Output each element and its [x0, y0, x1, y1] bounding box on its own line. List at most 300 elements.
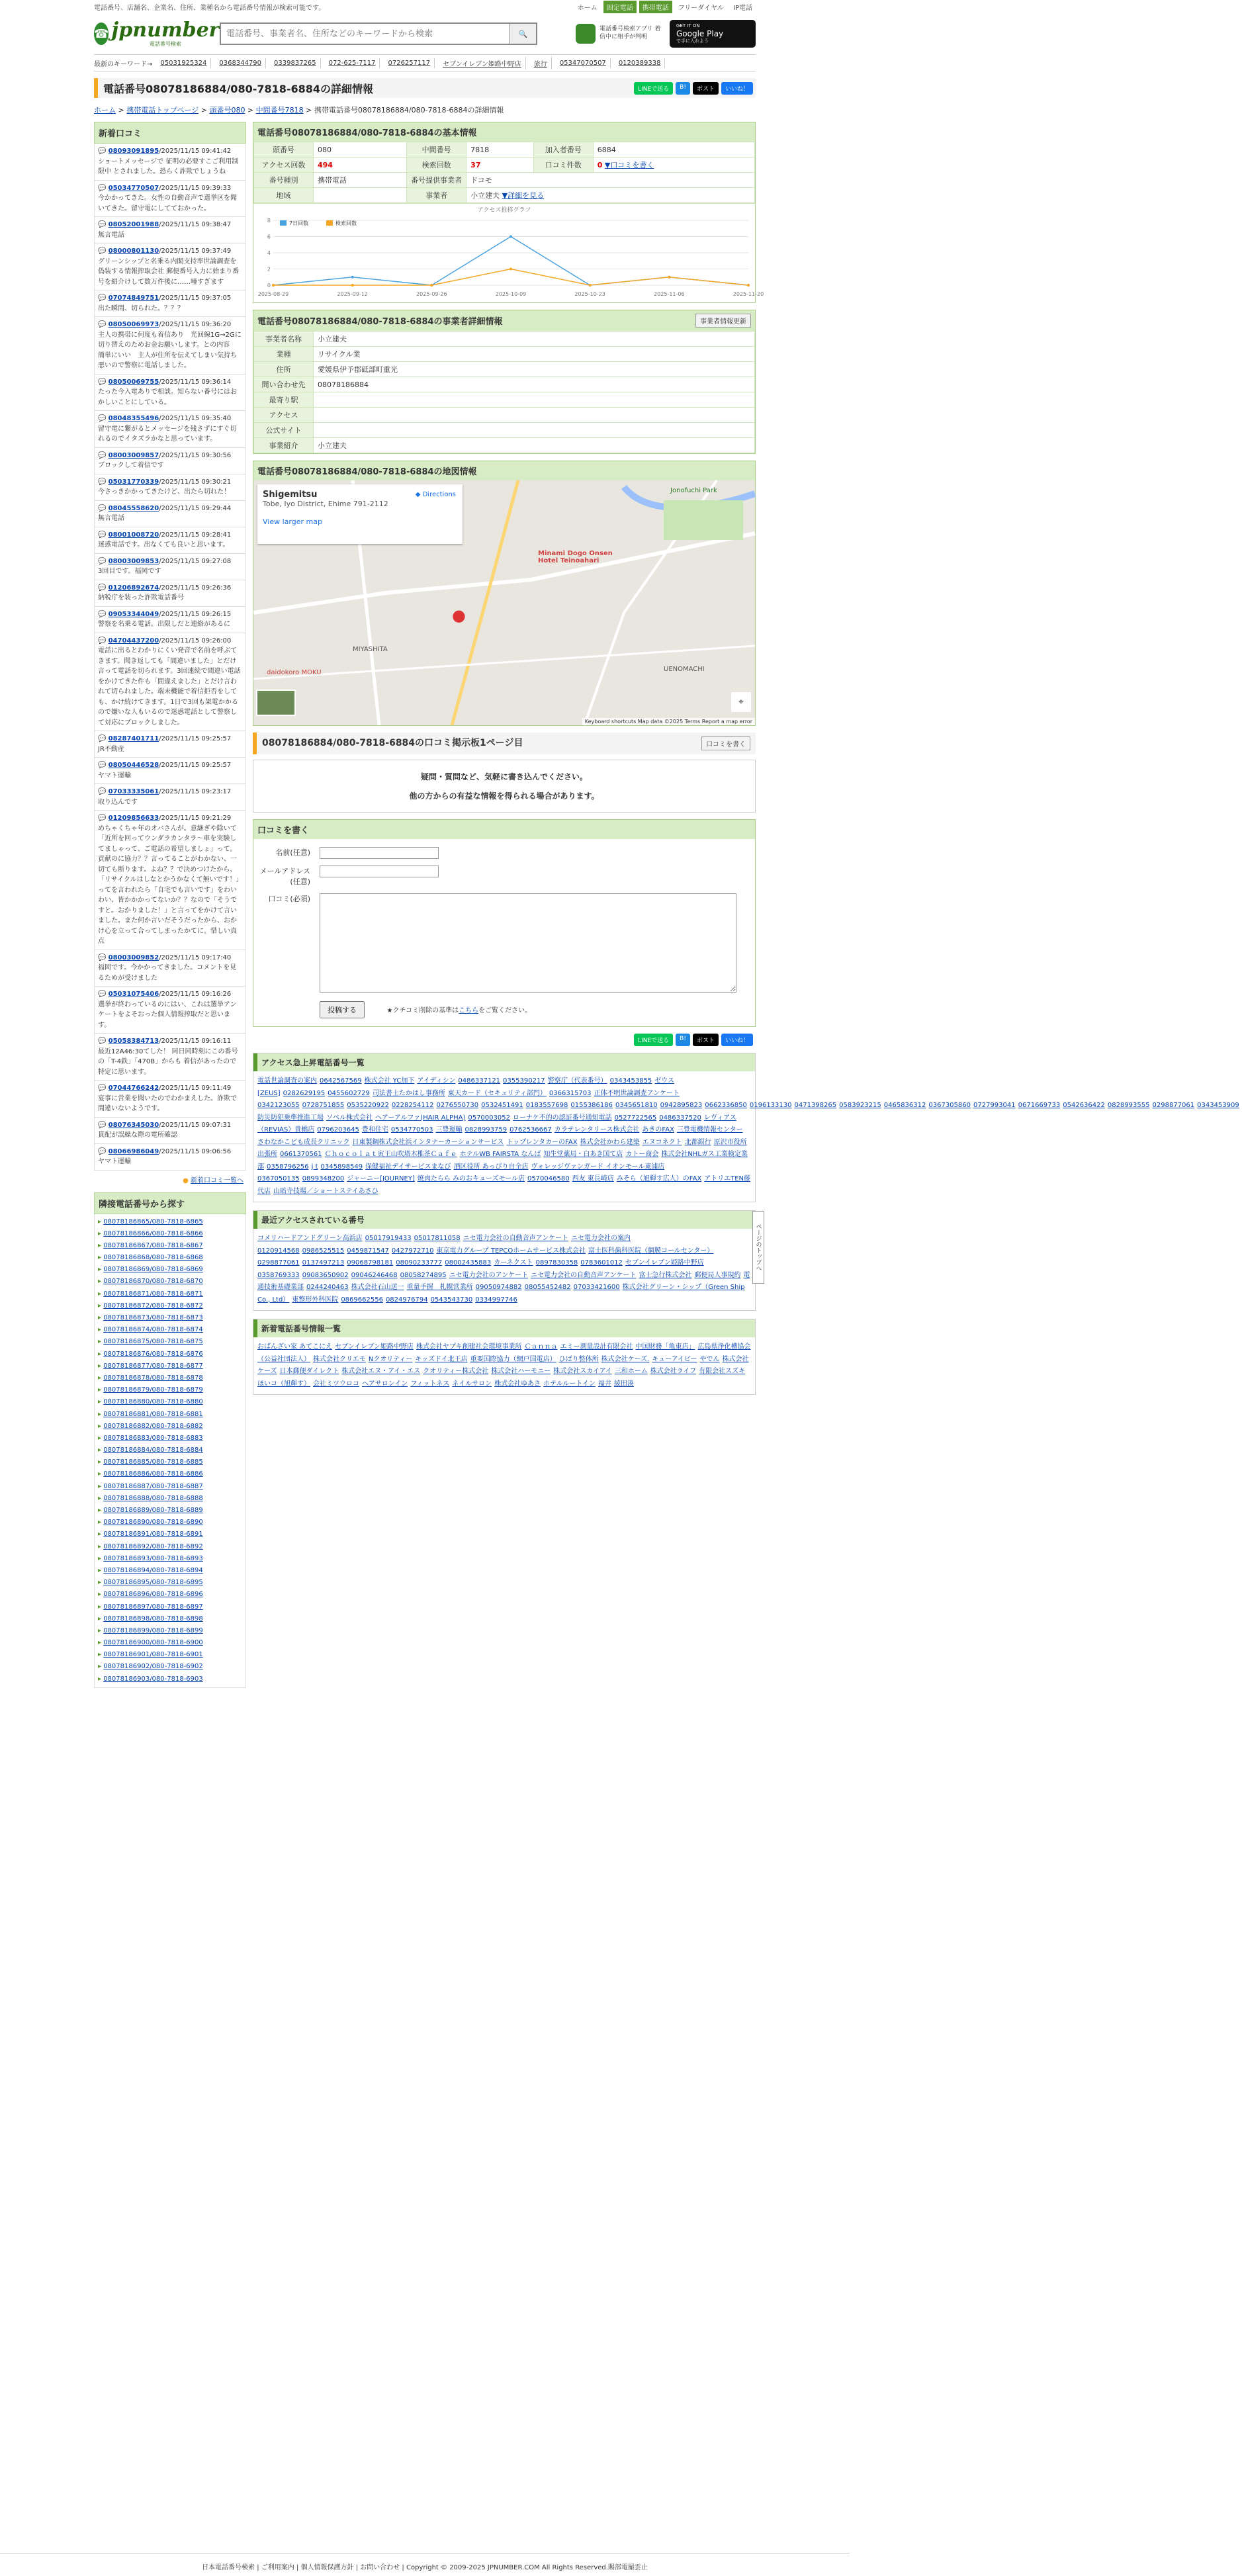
list-link[interactable]: ひばり整体所	[558, 1355, 599, 1363]
facebook-like-button[interactable]: いいね！	[721, 1034, 753, 1046]
list-link[interactable]: 保健福祉デイサービスまなび	[365, 1163, 451, 1171]
directions-icon: ◆	[415, 491, 421, 498]
list-link[interactable]: 08002435883	[445, 1259, 492, 1266]
list-link[interactable]: 株式会社ハーモニー	[491, 1368, 551, 1375]
breadcrumb-mobile[interactable]: 携帯電話トップページ	[126, 106, 199, 114]
list-link[interactable]: 豊和住宅	[361, 1126, 388, 1133]
near-number-link[interactable]: 08078186896/080-7818-6896	[103, 1591, 203, 1599]
list-link[interactable]: 0986525515	[302, 1247, 345, 1255]
hatena-button[interactable]: B!	[676, 1034, 690, 1046]
list-link[interactable]: 0455602729	[328, 1089, 370, 1097]
list-link[interactable]: 0897830358	[535, 1259, 578, 1266]
table-row	[254, 332, 755, 347]
review-number-link[interactable]: 07033335061	[108, 788, 159, 795]
review-number-link[interactable]: 08003009852	[108, 954, 159, 961]
near-number-link[interactable]: 08078186875/080-7818-6875	[103, 1338, 203, 1346]
chat-icon: 💬	[98, 1147, 109, 1155]
list-link[interactable]: 0244240463	[306, 1284, 349, 1291]
list-link[interactable]: ヴォレッジヴァンガード イオンモール東浦店	[531, 1163, 665, 1171]
see-details-link[interactable]: ▼詳細を見る	[502, 191, 545, 200]
list-link[interactable]: 株式会社 YC加下	[364, 1077, 415, 1085]
review-number-link[interactable]: 08076345030	[108, 1121, 159, 1129]
review-number-link[interactable]: 01206892674	[108, 584, 159, 592]
near-number-link[interactable]: 08078186895/080-7818-6895	[103, 1579, 203, 1587]
review-date: /2025/11/15 09:30:56	[159, 451, 232, 459]
review-head	[98, 530, 242, 541]
map-view[interactable]	[253, 480, 755, 725]
list-link[interactable]: 福井	[598, 1380, 611, 1388]
list-link[interactable]: ソベル株式会社	[326, 1114, 373, 1122]
list-link[interactable]: 0366315703	[549, 1089, 592, 1097]
list-link[interactable]: 0543543730	[430, 1296, 473, 1304]
list-link[interactable]: 焼肉たらら みのおキューズモール店	[417, 1175, 525, 1182]
list-link[interactable]: 0671669733	[1018, 1102, 1061, 1109]
list-link[interactable]: 0298877061	[1152, 1102, 1195, 1109]
list-link[interactable]: 0570003052	[468, 1114, 510, 1122]
search-icon: 🔍	[518, 29, 528, 38]
list-link[interactable]: 北都銀行	[684, 1138, 711, 1146]
list-link[interactable]: 東京電力グループ TEPCOホームサービス株式会社	[436, 1247, 586, 1255]
review-date: /2025/11/15 09:37:49	[159, 247, 232, 255]
list-link[interactable]: ヘアーアルファ(HAIR ALPHA)	[375, 1114, 466, 1122]
list-link[interactable]: 会社ミツウロコ	[313, 1380, 359, 1388]
list-link[interactable]: 東天カード（セキュリティ部門）	[447, 1089, 547, 1097]
list-link[interactable]: 0345898549	[320, 1163, 363, 1171]
list-link[interactable]: 0727993041	[973, 1102, 1016, 1109]
list-link[interactable]: 05017811058	[414, 1235, 461, 1242]
list-link[interactable]: 08090233777	[396, 1259, 443, 1266]
near-number-link[interactable]: 08078186868/080-7818-6868	[103, 1254, 203, 1262]
list-link[interactable]: 株式会社NHLガス工業検定業部	[257, 1151, 748, 1171]
list-link[interactable]: ゼウス[ZEUS]	[257, 1077, 674, 1097]
directions-link[interactable]	[416, 491, 456, 498]
list-link[interactable]: 有限会社スズキ	[699, 1368, 746, 1375]
list-link[interactable]: 0228254112	[391, 1102, 434, 1109]
list-link[interactable]: ニセ電力会社の案内	[571, 1235, 631, 1242]
list-link[interactable]: 0196133130	[749, 1102, 792, 1109]
list-link[interactable]: 0345651810	[615, 1102, 658, 1109]
bullet-icon: ▸	[98, 1615, 104, 1622]
cell-key: アクセス回数	[254, 157, 314, 173]
near-number-link[interactable]: 08078186882/080-7818-6882	[103, 1422, 203, 1430]
list-link[interactable]: 0728751855	[302, 1102, 345, 1109]
review-number-link[interactable]: 05031075406	[108, 991, 159, 998]
list-link[interactable]: Nクオリティー	[368, 1355, 413, 1363]
list-link[interactable]: 重要国際協力（網戸国電店）	[470, 1355, 556, 1363]
list-link[interactable]: ホテルWB FAIRSTA なんば	[459, 1151, 541, 1158]
data-point	[272, 284, 275, 287]
search-input[interactable]	[221, 24, 510, 44]
near-number-link[interactable]: 08078186885/080-7818-6885	[103, 1458, 203, 1466]
near-number-link[interactable]: 08078186890/080-7818-6890	[103, 1519, 203, 1527]
near-number-link[interactable]: 08078186867/080-7818-6867	[103, 1241, 203, 1249]
list-link[interactable]: 郵便局人事規約	[694, 1271, 741, 1279]
list-link[interactable]: 重量手握 札幌営業所	[406, 1284, 473, 1291]
list-link[interactable]: 0343453855	[609, 1077, 652, 1085]
chat-icon: 💬	[98, 1121, 109, 1129]
list-link[interactable]: j t	[311, 1163, 318, 1171]
near-number-link[interactable]: 08078186883/080-7818-6883	[103, 1434, 203, 1442]
keyword[interactable]: 05031925324	[156, 58, 211, 68]
app-promo[interactable]	[576, 20, 756, 47]
breadcrumb-prefix[interactable]: 頭番号080	[209, 106, 245, 114]
list-link[interactable]: Ｃａｎｎａ	[524, 1343, 558, 1351]
list-link[interactable]: あきのFAX	[642, 1126, 674, 1133]
review-date: /2025/11/15 09:36:20	[159, 321, 232, 328]
near-number-link[interactable]: 08078186899/080-7818-6899	[103, 1626, 203, 1634]
near-number-link[interactable]: 08078186878/080-7818-6878	[103, 1374, 203, 1382]
list-link[interactable]: 0542636422	[1063, 1102, 1105, 1109]
list-link[interactable]: 株式会社エヌ・アイ・エス	[341, 1368, 421, 1375]
list-link[interactable]: 0282629195	[283, 1089, 326, 1097]
list-link[interactable]: 株式会社ゆあさ	[494, 1380, 541, 1388]
list-link[interactable]: さわなかこども成長クリニック	[257, 1138, 350, 1146]
review-number-link[interactable]: 09053344049	[108, 610, 159, 618]
list-link[interactable]: 0355390217	[503, 1077, 545, 1085]
near-number-link[interactable]: 08078186893/080-7818-6893	[103, 1554, 203, 1562]
near-number-link[interactable]: 08078186869/080-7818-6869	[103, 1266, 203, 1274]
list-link[interactable]: 0298877061	[257, 1259, 300, 1266]
list-link[interactable]: 三豊運輸	[435, 1126, 463, 1133]
list-link[interactable]: ローナケ不的の認証番号通知電話	[512, 1114, 612, 1122]
review-number-link[interactable]: 07044766242	[108, 1085, 159, 1092]
near-number-link[interactable]: 08078186876/080-7818-6876	[103, 1350, 203, 1358]
review-number-link[interactable]: 05034770507	[108, 184, 159, 192]
list-link[interactable]: 株式会社ケーズ.	[601, 1355, 650, 1363]
list-link[interactable]: ニセ電力会社のアンケート	[449, 1271, 529, 1279]
list-link[interactable]: 0137497213	[302, 1259, 345, 1266]
hatena-button[interactable]: B!	[676, 82, 690, 95]
list-link[interactable]: 株式会社クリエモ	[313, 1355, 366, 1363]
nav-home[interactable]: ホーム	[577, 4, 598, 12]
name-field[interactable]	[320, 847, 439, 859]
list-link[interactable]: 知生堂薬局・白あき国て店	[543, 1151, 623, 1158]
email-field[interactable]	[320, 866, 439, 877]
review-number-link[interactable]: 08050069973	[108, 321, 159, 328]
list-link[interactable]: 警察庁（代表番号）	[547, 1077, 607, 1085]
line-share-button[interactable]: LINEで送る	[634, 1034, 673, 1046]
list-link[interactable]: コメリハードアンドグリーン高浜店	[257, 1235, 363, 1242]
list-link[interactable]: 0183557698	[525, 1102, 568, 1109]
list-link[interactable]: セブンイレブン姫路中野店	[625, 1259, 704, 1266]
list-link[interactable]: 0276550730	[436, 1102, 479, 1109]
keyword[interactable]: 0339837265	[270, 58, 321, 68]
near-number-link[interactable]: 08078186866/080-7818-6866	[103, 1229, 203, 1237]
review-number-link[interactable]: 08003009853	[108, 557, 159, 565]
list-link[interactable]: 0486337520	[659, 1114, 701, 1122]
list-link[interactable]: 0532451491	[481, 1102, 523, 1109]
list-link[interactable]: カーネクスト	[494, 1259, 533, 1266]
list-link[interactable]: 防災防犯乗準推進工場	[257, 1114, 324, 1122]
list-link[interactable]: 株式会社ライフ	[650, 1368, 697, 1375]
more-reviews-link[interactable]	[94, 1171, 246, 1188]
list-link[interactable]: 0367305860	[928, 1102, 971, 1109]
list-link[interactable]: 0570046580	[527, 1175, 570, 1182]
list-link[interactable]: 0583923215	[839, 1102, 881, 1109]
review-number-link[interactable]: 07074849751	[108, 294, 159, 302]
review-number-link[interactable]: 08093091895	[108, 148, 159, 155]
write-review-link[interactable]: ▼口コミを書く	[604, 161, 654, 169]
list-link[interactable]: ほいコ（旭輝す）	[257, 1380, 310, 1388]
list-link[interactable]: 0342123055	[257, 1102, 300, 1109]
list-link[interactable]: アトリエTEN藤代店	[257, 1175, 751, 1195]
list-link[interactable]: 0343453909	[1197, 1102, 1239, 1109]
list-link[interactable]: クオリティー株式会社	[423, 1368, 489, 1375]
near-number-link[interactable]: 08078186894/080-7818-6894	[103, 1566, 203, 1574]
near-number-link[interactable]: 08078186874/080-7818-6874	[103, 1326, 203, 1334]
keyword[interactable]: セブンイレブン姫路中野店	[439, 57, 526, 69]
locate-icon[interactable]: ⌖	[731, 692, 751, 712]
list-link[interactable]: エミー測量設計有限会社	[560, 1343, 633, 1351]
list-link[interactable]: おばんざい家 あてこにえ	[257, 1343, 333, 1351]
review-number-link[interactable]: 08052001988	[108, 221, 159, 228]
list-link[interactable]: 0942895823	[660, 1102, 703, 1109]
near-number-link[interactable]: 08078186879/080-7818-6879	[103, 1386, 203, 1394]
near-number-link[interactable]: 08078186884/080-7818-6884	[103, 1446, 203, 1454]
review-date: /2025/11/15 09:26:15	[159, 610, 232, 618]
list-link[interactable]: 0535220922	[347, 1102, 389, 1109]
list-link[interactable]: 正体不明世論調査アンケート	[594, 1089, 680, 1097]
facebook-like-button[interactable]: いいね！	[721, 82, 753, 95]
list-link[interactable]: 0899348200	[302, 1175, 345, 1182]
review-number-link[interactable]: 05058384713	[108, 1038, 159, 1045]
near-number-link[interactable]: 08078186888/080-7818-6888	[103, 1494, 203, 1502]
review-number-link[interactable]: 08045558620	[108, 504, 159, 512]
list-link[interactable]: 09083650902	[302, 1271, 349, 1279]
near-number-link[interactable]: 08078186901/080-7818-6901	[103, 1651, 203, 1659]
y-tick-label: 4	[267, 250, 271, 256]
list-link[interactable]: 0828993759	[465, 1126, 508, 1133]
keyword[interactable]: 05347070507	[556, 58, 611, 68]
list-link[interactable]: 司法書士たかはし事務所	[372, 1089, 445, 1097]
list-link[interactable]: カトー商会	[625, 1151, 659, 1158]
review-head	[98, 220, 242, 230]
list-link[interactable]: 0486337121	[458, 1077, 501, 1085]
near-number-link[interactable]: 08078186898/080-7818-6898	[103, 1615, 203, 1622]
list-link[interactable]: 0459871547	[347, 1247, 389, 1255]
list-link[interactable]: 08058274895	[400, 1271, 447, 1279]
update-biz-button[interactable]: 事業者情報更新	[695, 314, 751, 328]
list-link[interactable]: ジャーニー[JOURNEY]	[347, 1175, 415, 1182]
list-link[interactable]: 05017919433	[365, 1235, 412, 1242]
list-link[interactable]: 09068798181	[347, 1259, 394, 1266]
nav-ip[interactable]: IP電話	[733, 4, 752, 12]
comment-textarea[interactable]	[320, 893, 736, 993]
list-link[interactable]: 原沢市役所出張所	[257, 1138, 747, 1158]
list-link[interactable]: フィットネス	[410, 1380, 450, 1388]
list-link[interactable]: 09050974882	[475, 1284, 522, 1291]
table-row	[254, 188, 755, 203]
list-link[interactable]: 0783601012	[580, 1259, 623, 1266]
review-number-link[interactable]: 08050446528	[108, 762, 159, 769]
review-number-link[interactable]: 08001008720	[108, 531, 159, 539]
list-link[interactable]: アイディシン	[417, 1077, 456, 1085]
list-link[interactable]: 09046246468	[351, 1271, 398, 1279]
list-link[interactable]: トップレンタカーのFAX	[506, 1138, 578, 1146]
near-number-link[interactable]: 08078186877/080-7818-6877	[103, 1362, 203, 1370]
list-item	[98, 1240, 242, 1252]
list-link[interactable]: 株式会社グリーン・シップ（Green Ship Co., Ltd）	[257, 1284, 745, 1304]
review-text: 出た瞬間、切られた。？？？	[98, 304, 184, 312]
list-link[interactable]: カラテレンタリース株式会社	[554, 1126, 640, 1133]
map-pin-icon: ●	[452, 606, 466, 625]
list-link[interactable]: 電話世論調査の案内	[257, 1077, 317, 1085]
near-number-link[interactable]: 08078186892/080-7818-6892	[103, 1542, 203, 1550]
list-link[interactable]: 三豊電機情報センター	[676, 1126, 743, 1133]
list-link[interactable]: 0869662556	[341, 1296, 383, 1304]
review-number-link[interactable]: 08048355496	[108, 415, 159, 422]
list-link[interactable]: 0762536667	[510, 1126, 552, 1133]
keyword[interactable]: 旅行	[530, 57, 552, 69]
near-number-link[interactable]: 08078186870/080-7818-6870	[103, 1278, 203, 1286]
list-link[interactable]: 0358796256	[267, 1163, 309, 1171]
keyword[interactable]: 072-625-7117	[325, 58, 380, 68]
basic-info-table	[253, 142, 755, 203]
list-link[interactable]: 中国財務「亀東店」	[635, 1343, 695, 1351]
list-link[interactable]: 山暗寺技場／ショートステイあさひ	[273, 1187, 378, 1195]
nav-freedial[interactable]: フリーダイヤル	[678, 4, 725, 12]
page-top-button[interactable]: ページのトップへ	[752, 1211, 764, 1284]
search-button[interactable]	[510, 24, 536, 44]
list-item	[98, 1553, 242, 1565]
list-link[interactable]: 0527722565	[614, 1114, 657, 1122]
list-link[interactable]: 0465836312	[883, 1102, 926, 1109]
list-link[interactable]: ネイルサロン	[452, 1380, 492, 1388]
list-link[interactable]: ニセ電力会社の自動音声アンケート	[531, 1271, 637, 1279]
delete-policy-link[interactable]: こちら	[459, 1007, 479, 1014]
breadcrumb-home[interactable]: ホーム	[94, 106, 116, 114]
list-link[interactable]: 08055452482	[524, 1284, 571, 1291]
list-link[interactable]: ホテルルートイン	[543, 1380, 596, 1388]
bullet-icon: ▸	[98, 1314, 104, 1321]
x-post-button[interactable]: ポスト	[693, 1034, 719, 1046]
keyword[interactable]: 0120389338	[615, 58, 666, 68]
google-play-badge[interactable]	[670, 20, 756, 47]
list-link[interactable]: 酒区役所 あっぴり自全店	[453, 1163, 529, 1171]
review-number-link[interactable]: 08287401711	[108, 735, 159, 742]
list-link[interactable]: ヘアサロンイン	[362, 1380, 408, 1388]
list-link[interactable]: 0427972710	[391, 1247, 434, 1255]
mail-label: メールアドレス(任意)	[259, 867, 310, 886]
bullet-icon: ▸	[98, 1398, 104, 1406]
submit-button[interactable]: 投稿する	[320, 1001, 365, 1018]
list-link[interactable]: 0534770503	[390, 1126, 433, 1133]
list-link[interactable]: やでん	[699, 1355, 720, 1363]
list-link[interactable]: 三和ホーム	[614, 1368, 648, 1375]
list-link[interactable]: レヴィアス（REVIAS）貴橋店	[257, 1114, 736, 1133]
near-number-link[interactable]: 08078186889/080-7818-6889	[103, 1507, 203, 1514]
more-reviews-label[interactable]: 新着口コミ一覧へ	[191, 1177, 244, 1184]
list-link[interactable]: みそら（旭輝す広人）のFAX	[616, 1175, 702, 1182]
list-item	[94, 758, 246, 784]
near-number-link[interactable]: 08078186873/080-7818-6873	[103, 1314, 203, 1321]
near-number-link[interactable]: 08078186903/080-7818-6903	[103, 1675, 203, 1683]
list-link[interactable]: Ｃｈｏｃｏｌａｔ寅王山吹塔木椎茶Ｃａｆｅ	[324, 1151, 457, 1158]
list-link[interactable]: 日本郵便ダイレクト	[279, 1368, 339, 1375]
near-number-link[interactable]: 08078186887/080-7818-6887	[103, 1482, 203, 1490]
list-link[interactable]: 07033421600	[573, 1284, 620, 1291]
write-review-button[interactable]: 口コミを書く	[701, 736, 750, 750]
list-link[interactable]: 0824976794	[385, 1296, 428, 1304]
list-link[interactable]: 株式会社ヤプキ創建社会環境事業所	[416, 1343, 522, 1351]
list-link[interactable]: 電通技術基礎業部	[257, 1271, 750, 1291]
satellite-thumbnail[interactable]	[256, 689, 296, 716]
line-share-button[interactable]: LINEで送る	[634, 82, 673, 95]
list-link[interactable]: 富士急行株式会社	[639, 1271, 692, 1279]
breadcrumb-middle[interactable]: 中間番号7818	[255, 106, 304, 114]
list-link[interactable]: 0662336850	[705, 1102, 747, 1109]
near-number-link[interactable]: 08078186886/080-7818-6886	[103, 1470, 203, 1478]
keyword[interactable]: 0726257117	[384, 58, 435, 68]
larger-map-link[interactable]: View larger map	[263, 517, 322, 526]
near-number-link[interactable]: 08078186891/080-7818-6891	[103, 1531, 203, 1538]
list-link[interactable]: 東整形外科医院	[292, 1296, 339, 1304]
list-link[interactable]: 富士医科歯科医院（網膜コールセンター）	[588, 1247, 714, 1255]
nav-mobile[interactable]: 携帯電話	[639, 1, 672, 13]
list-link[interactable]: 株式会社かわら建築	[580, 1138, 640, 1146]
list-link[interactable]: 0642567569	[320, 1077, 362, 1085]
list-link[interactable]: 綾田湊	[613, 1380, 634, 1388]
nav-landline[interactable]: 固定電話	[603, 1, 637, 13]
review-number-link[interactable]: 05031770339	[108, 478, 159, 486]
near-number-link[interactable]: 08078186900/080-7818-6900	[103, 1639, 203, 1647]
review-number-link[interactable]: 08003009857	[108, 451, 159, 459]
form-row	[255, 863, 740, 889]
keyword[interactable]: 0368344790	[215, 58, 266, 68]
review-number-link[interactable]: 04704437200	[108, 637, 159, 644]
near-number-link[interactable]: 08078186871/080-7818-6871	[103, 1290, 203, 1298]
list-link[interactable]: 株式会社スカイアイ	[553, 1368, 612, 1375]
list-link[interactable]: キッズドイ北王店	[415, 1355, 468, 1363]
list-link[interactable]: 株式会社ケーズ	[257, 1355, 749, 1375]
review-number-link[interactable]: 08066986049	[108, 1147, 159, 1155]
x-tick-label: 2025-10-23	[574, 291, 605, 297]
list-link[interactable]: セブンイレブン姫路中野店	[335, 1343, 414, 1351]
list-link[interactable]: ニセ電力会社の自動音声アンケート	[463, 1235, 569, 1242]
bullet-icon: ▸	[98, 1290, 104, 1298]
near-number-link[interactable]: 08078186872/080-7818-6872	[103, 1302, 203, 1310]
list-link[interactable]: 西友 東長崎店	[572, 1175, 614, 1182]
review-number-link[interactable]: 08000801130	[108, 247, 159, 255]
list-link[interactable]: 0155386186	[570, 1102, 613, 1109]
review-number-link[interactable]: 01209856633	[108, 815, 159, 822]
list-link[interactable]: 日東製鋼株式会社浜インタナーカーションサービス	[352, 1138, 504, 1146]
list-link[interactable]: キューアイビー	[652, 1355, 697, 1363]
list-link[interactable]: 0796203645	[317, 1126, 359, 1133]
list-link[interactable]: 0828993555	[1107, 1102, 1150, 1109]
near-number-link[interactable]: 08078186880/080-7818-6880	[103, 1398, 203, 1406]
list-link[interactable]: 0367050135	[257, 1175, 300, 1182]
x-post-button[interactable]: ポスト	[693, 82, 719, 95]
list-link[interactable]: 広島県浄化槽協会（公益社団法人）	[257, 1343, 751, 1363]
list-link[interactable]: 0120914568	[257, 1247, 300, 1255]
list-link[interactable]: 株式会社石山送一	[351, 1284, 404, 1291]
share-buttons-bottom	[253, 1034, 756, 1046]
list-link[interactable]: エヌコネクト	[642, 1138, 682, 1146]
basic-info-title: 電話番号08078186884/080-7818-6884の基本情報	[257, 128, 477, 138]
near-number-link[interactable]: 08078186897/080-7818-6897	[103, 1603, 203, 1611]
list-link[interactable]: 0471398265	[794, 1102, 837, 1109]
list-item	[94, 375, 246, 412]
near-number-link[interactable]: 08078186865/080-7818-6865	[103, 1218, 203, 1225]
near-number-link[interactable]: 08078186881/080-7818-6881	[103, 1410, 203, 1418]
list-link[interactable]: 0334997746	[475, 1296, 517, 1304]
review-number-link[interactable]: 08050069755	[108, 378, 159, 386]
list-link[interactable]: 0661370561	[280, 1151, 322, 1158]
list-link[interactable]: 0358769333	[257, 1271, 300, 1279]
near-number-link[interactable]: 08078186902/080-7818-6902	[103, 1663, 203, 1671]
logo[interactable]	[94, 18, 220, 48]
